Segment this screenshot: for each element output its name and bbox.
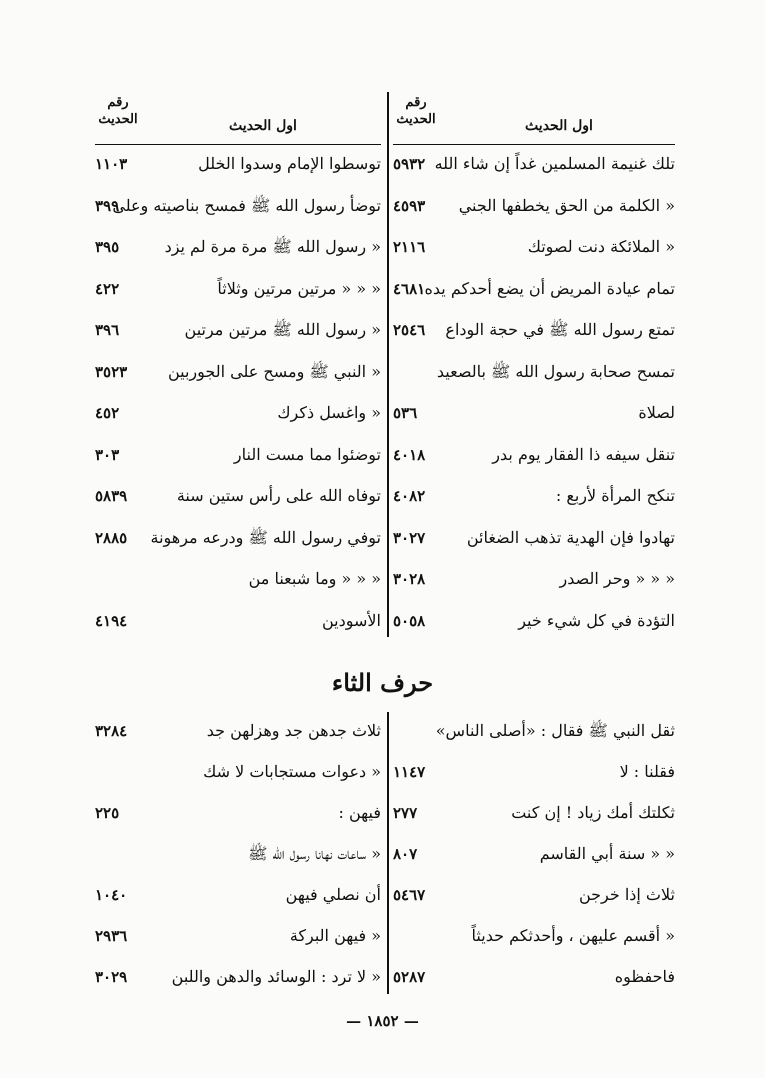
index-entry (393, 353, 675, 395)
index-entry (95, 353, 381, 395)
index-entry (393, 876, 675, 917)
hadith-start-text: « « « مرتين مرتين وثلاثاً (217, 278, 381, 298)
index-column-right (393, 92, 675, 640)
index-entry (393, 753, 675, 794)
hadith-start-text: توسطوا الإمام وسدوا الخلل (198, 154, 381, 173)
index-rows (393, 712, 675, 999)
hadith-number: ٢٥٤٦ (393, 321, 426, 339)
index-entry (393, 187, 675, 229)
hadith-start-text: الأسودين (322, 610, 381, 630)
hadith-number: ٥٨٣٩ (95, 487, 128, 505)
index-entry (95, 519, 381, 561)
hadith-number: ١١٠٣ (95, 155, 128, 173)
hadith-number: ٤١٩٤ (95, 611, 128, 630)
hadith-start-text: توفي رسول الله ﷺ ودرعه مرهونة (150, 527, 381, 547)
hadith-number: ٥٩٣٢ (393, 155, 426, 173)
index-entry (95, 835, 381, 876)
index-entry (393, 835, 675, 876)
index-entry (393, 958, 675, 999)
hadith-number: ٣٠٣ (95, 445, 120, 464)
hadith-start-text: التؤدة في كل شيء خير (518, 610, 675, 630)
hadith-number: ٣٠٢٩ (95, 968, 128, 986)
hadith-number: ٤٦٨١ (393, 279, 426, 298)
hadith-start-text: « واغسل ذكرك (277, 403, 381, 422)
hadith-number: ٣٩٩ (95, 196, 120, 215)
index-column-right (393, 712, 675, 1012)
hadith-number: ٥٤٦٧ (393, 886, 426, 904)
index-entry (95, 477, 381, 519)
index-entry (393, 519, 675, 561)
index-entry (95, 145, 381, 187)
hadith-start-text: تمسح صحابة رسول الله ﷺ بالصعيد (436, 361, 675, 381)
chapter-title: حرف الثاء (331, 668, 434, 697)
index-entry (95, 753, 381, 794)
index-entry (393, 602, 675, 644)
hadith-number: ٥٣٦ (393, 404, 418, 422)
hadith-start-text: ثقل النبي ﷺ فقال : «أصلى الناس» (435, 721, 675, 740)
index-entry (393, 917, 675, 958)
hadith-start-header: اول الحديث (229, 118, 297, 134)
hadith-start-text: « الملائكة دنت لصوتك (527, 237, 675, 256)
hadith-number: ٢٧٧ (393, 804, 418, 822)
hadith-number: ٢١١٦ (393, 238, 426, 256)
hadith-number: ٥٢٨٧ (393, 968, 426, 986)
hadith-number: ٢٨٨٥ (95, 528, 128, 547)
hadith-start-text: تمام عيادة المريض أن يضع أحدكم يده (424, 278, 675, 298)
hadith-number: ٤٢٢ (95, 279, 120, 298)
hadith-number: ٥٠٥٨ (393, 611, 426, 630)
hadith-start-text: « لا ترد : الوسائد والدهن واللبن (171, 967, 381, 986)
index-entry (393, 394, 675, 436)
index-entry (95, 794, 381, 835)
index-entry (95, 311, 381, 353)
index-rows (95, 145, 381, 643)
hadith-number: ٣٩٥ (95, 238, 120, 256)
hadith-number: ٣٠٢٧ (393, 528, 426, 547)
hadith-number: ٤٥٩٣ (393, 196, 426, 215)
hadith-number: ١٠٤٠ (95, 886, 128, 904)
index-entry (393, 477, 675, 519)
index-entry (95, 228, 381, 270)
hadith-start-text: أن نصلي فيهن (285, 885, 381, 904)
hadith-start-text: تنقل سيفه ذا الفقار يوم بدر (492, 444, 675, 464)
column-divider (387, 712, 389, 994)
page-number: — ١٨٥٢ — (346, 1012, 419, 1030)
hadith-start-text: « ساعات نهانا رسول الله ﷺ (248, 844, 381, 863)
column-header (393, 92, 675, 145)
index-entry (393, 436, 675, 478)
hadith-start-text: فاحفظوه (614, 967, 675, 986)
hadith-start-text: توفاه الله على رأس ستين سنة (176, 486, 381, 505)
index-section-tha (95, 712, 675, 1012)
hadith-start-header: اول الحديث (525, 118, 593, 134)
hadith-start-text: « دعوات مستجابات لا شك (203, 762, 381, 781)
index-entry (95, 187, 381, 229)
index-rows (95, 712, 381, 999)
index-rows (393, 145, 675, 643)
hadith-start-text: تلك غنيمة المسلمين غداً إن شاء الله (434, 154, 675, 173)
hadith-number: ٢٩٣٦ (95, 927, 128, 945)
index-entry (95, 560, 381, 602)
index-entry (95, 436, 381, 478)
hadith-start-text: « النبي ﷺ ومسح على الجوربين (167, 361, 381, 381)
index-entry (95, 958, 381, 999)
hadith-start-text: « رسول الله ﷺ مرتين مرتين (184, 320, 381, 339)
index-entry (393, 145, 675, 187)
hadith-start-text: « « سنة أبي القاسم (539, 844, 675, 863)
hadith-number-header: رقم الحديث (396, 95, 436, 127)
hadith-number: ٢٢٥ (95, 804, 120, 822)
hadith-start-text: « أقسم عليهن ، وأحدثكم حديثاً (471, 926, 675, 945)
hadith-start-text: لصلاة (638, 403, 675, 422)
hadith-start-text: توضأ رسول الله ﷺ فمسح بناصيته وعلى (112, 195, 381, 215)
index-entry (393, 794, 675, 835)
index-entry (95, 876, 381, 917)
hadith-start-text: « رسول الله ﷺ مرة مرة لم يزد (164, 237, 381, 256)
hadith-start-text: ثلاث جدهن جد وهزلهن جد (206, 721, 381, 740)
hadith-start-text: ثلاث إذا خرجن (578, 885, 675, 904)
hadith-number: ٣٩٦ (95, 321, 120, 339)
index-entry (95, 712, 381, 753)
hadith-start-text: « الكلمة من الحق يخطفها الجني (458, 195, 675, 215)
hadith-start-text: تمتع رسول الله ﷺ في حجة الوداع (445, 320, 675, 339)
hadith-start-text: ثكلتك أمك زياد ! إن كنت (511, 803, 675, 822)
hadith-number: ٣٢٨٤ (95, 722, 128, 740)
hadith-start-text: « « « وما شبعنا من (248, 569, 381, 588)
column-header (95, 92, 381, 145)
index-entry (95, 270, 381, 312)
hadith-start-text: فقلنا : لا (619, 762, 675, 781)
hadith-number: ٤٠٨٢ (393, 487, 426, 505)
column-divider (387, 92, 389, 637)
hadith-number: ٤٠١٨ (393, 445, 426, 464)
hadith-start-text: توضئوا مما مست النار (233, 444, 381, 464)
index-entry (393, 228, 675, 270)
index-entry (393, 270, 675, 312)
hadith-number: ٤٥٢ (95, 404, 120, 422)
index-entry (95, 394, 381, 436)
index-entry (95, 917, 381, 958)
hadith-start-text: « فيهن البركة (289, 926, 381, 945)
hadith-number: ١١٤٧ (393, 763, 426, 781)
index-entry (393, 712, 675, 753)
hadith-start-text: فيهن : (338, 803, 381, 822)
hadith-number: ٣٥٢٣ (95, 362, 128, 381)
hadith-start-text: « « « وحر الصدر (559, 569, 675, 588)
index-column-left (95, 712, 381, 1012)
index-section-ta (95, 92, 675, 640)
index-column-left (95, 92, 381, 640)
hadith-start-text: تهادوا فإن الهدية تذهب الضغائن (466, 527, 675, 547)
hadith-start-text: تنكح المرأة لأربع : (555, 486, 675, 505)
hadith-number-header: رقم الحديث (98, 95, 138, 127)
index-entry (393, 311, 675, 353)
hadith-number: ٨٠٧ (393, 845, 418, 863)
index-entry (95, 602, 381, 644)
index-entry (393, 560, 675, 602)
hadith-number: ٣٠٢٨ (393, 570, 426, 588)
